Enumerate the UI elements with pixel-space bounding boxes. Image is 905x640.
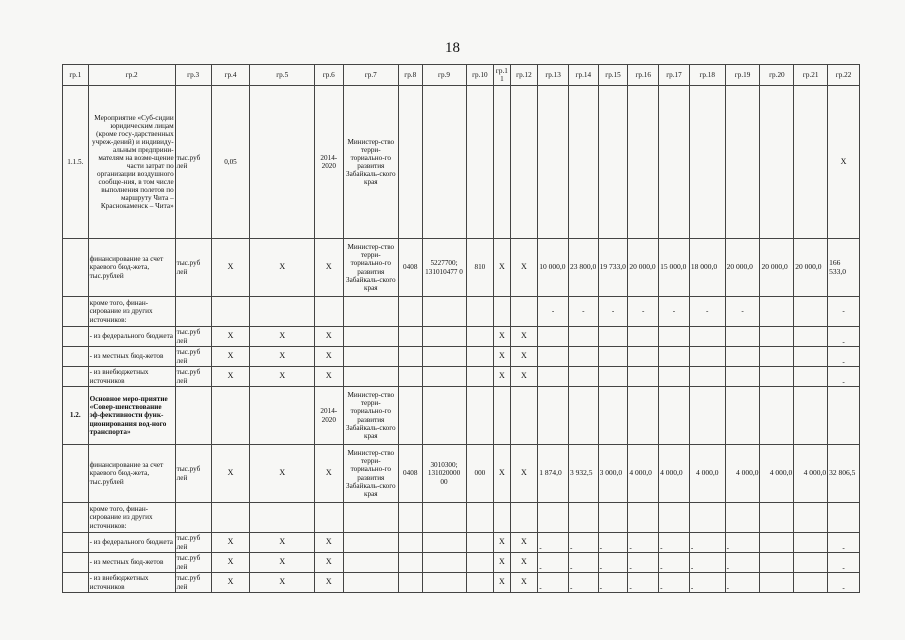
x-cell: X [314, 573, 343, 593]
measure-name: Мероприятие «Суб-сидии юридическим лицам (кроме госу-дарственных учреж-дений) и индивиду-альным предприни-мателям на возме-щение части затрат по организации воздушного сообще-ния, в том числе выполнения полетов по маршруту Чита – Краснокаменск – Чита» [88, 86, 175, 239]
code-cell: 000 [466, 445, 494, 503]
dash-cell: - [628, 533, 659, 553]
row-label: - из внебюджетных источников [88, 573, 175, 593]
header-row [63, 65, 860, 86]
amount-cell: 4 000,0 [760, 445, 794, 503]
dash-cell: - [828, 573, 860, 593]
amount-cell: 18 000,0 [689, 239, 725, 297]
header-cell: гр.16 [628, 65, 659, 86]
x-cell: X [314, 239, 343, 297]
header-cell: гр.1 1 [494, 65, 510, 86]
header-cell: гр.19 [725, 65, 760, 86]
amount-cell: 4 000,0 [659, 445, 690, 503]
dash-cell: - [628, 573, 659, 593]
x-cell: X [250, 445, 315, 503]
budget-table [62, 64, 860, 593]
amount-cell: 10 000,0 [538, 239, 569, 297]
table-row [63, 533, 860, 553]
code-cell: 0408 [398, 239, 422, 297]
amount-cell: 15 000,0 [659, 239, 690, 297]
x-cell: X [510, 573, 538, 593]
x-cell: X [494, 445, 510, 503]
x-cell: X [494, 239, 510, 297]
code-cell: 810 [466, 239, 494, 297]
dash-cell: - [659, 533, 690, 553]
row-label: - из местных бюд-жетов [88, 553, 175, 573]
dash-cell: - [828, 347, 860, 367]
header-cell: гр.10 [466, 65, 494, 86]
dash-cell: - [725, 573, 760, 593]
x-cell: X [510, 533, 538, 553]
x-cell: X [494, 573, 510, 593]
table-row [63, 367, 860, 387]
x-cell: X [250, 327, 315, 347]
amount-cell: 3 000,0 [598, 445, 628, 503]
header-cell: гр.18 [689, 65, 725, 86]
amount-cell: 20 000,0 [760, 239, 794, 297]
dash-cell: - [538, 553, 569, 573]
table-row [63, 387, 860, 445]
dash-cell: - [659, 553, 690, 573]
row-label: финансирование за счет краевого бюд-жета, тыс.рублей [88, 239, 175, 297]
x-cell: X [314, 347, 343, 367]
unit-cell: тыс.руб лей [175, 239, 211, 297]
unit-cell: тыс.руб лей [175, 86, 211, 239]
dash-cell: - [659, 297, 690, 327]
row-label: финансирование за счет краевого бюд-жета, тыс.рублей [88, 445, 175, 503]
dash-cell: - [598, 533, 628, 553]
ministry-cell: Министер-ство терри-ториально-го развития Забайкаль-ского края [343, 445, 398, 503]
x-cell: X [211, 367, 250, 387]
unit-cell: тыс.руб лей [175, 553, 211, 573]
x-cell: X [211, 573, 250, 593]
dash-cell: - [598, 297, 628, 327]
amount-cell: 20 000,0 [628, 239, 659, 297]
x-cell: X [494, 367, 510, 387]
dash-cell: - [568, 533, 598, 553]
dash-cell: - [568, 553, 598, 573]
header-cell: гр.9 [422, 65, 466, 86]
years-cell: 2014-2020 [314, 86, 343, 239]
unit-cell: тыс.руб лей [175, 327, 211, 347]
x-cell: X [314, 445, 343, 503]
dash-cell: - [828, 553, 860, 573]
header-cell: гр.22 [828, 65, 860, 86]
amount-cell: 32 806,5 [828, 445, 860, 503]
table-row [63, 86, 860, 239]
x-cell: X [211, 347, 250, 367]
x-cell: X [494, 553, 510, 573]
header-cell: гр.6 [314, 65, 343, 86]
header-cell: гр.20 [760, 65, 794, 86]
ministry-cell: Министер-ство терри-ториально-го развития Забайкаль-ского края [343, 387, 398, 445]
table-row [63, 327, 860, 347]
amount-cell: 4 000,0 [725, 445, 760, 503]
dash-cell: - [659, 573, 690, 593]
x-cell: X [211, 553, 250, 573]
x-cell: X [211, 239, 250, 297]
table-row [63, 297, 860, 327]
x-cell: X [250, 553, 315, 573]
header-cell: гр.12 [510, 65, 538, 86]
x-cell: X [828, 86, 860, 239]
header-cell: гр.17 [659, 65, 690, 86]
dash-cell: - [598, 553, 628, 573]
dash-cell: - [689, 297, 725, 327]
unit-cell: тыс.руб лей [175, 573, 211, 593]
header-cell: гр.4 [211, 65, 250, 86]
dash-cell: - [538, 573, 569, 593]
header-cell: гр.15 [598, 65, 628, 86]
ministry-cell: Министер-ство терри-ториально-го развития Забайкаль-ского края [343, 86, 398, 239]
header-cell: гр.1 [63, 65, 89, 86]
dash-cell: - [538, 533, 569, 553]
row-label: кроме того, финан-сирование из других источников: [88, 503, 175, 533]
x-cell: X [250, 347, 315, 367]
amount-cell: 19 733,0 [598, 239, 628, 297]
amount-cell: 20 000,0 [794, 239, 828, 297]
amount-cell: 4 000,0 [794, 445, 828, 503]
x-cell: X [510, 239, 538, 297]
header-cell: гр.5 [250, 65, 315, 86]
dash-cell: - [828, 367, 860, 387]
amount-cell: 23 800,0 [568, 239, 598, 297]
x-cell: X [211, 533, 250, 553]
header-cell: гр.3 [175, 65, 211, 86]
ministry-cell: Министер-ство терри-ториально-го развития Забайкаль-ского края [343, 239, 398, 297]
dash-cell: - [689, 553, 725, 573]
table-row [63, 445, 860, 503]
header-cell: гр.14 [568, 65, 598, 86]
x-cell: X [250, 367, 315, 387]
header-cell: гр.13 [538, 65, 569, 86]
code-cell: 3010300; 131020000 00 [422, 445, 466, 503]
row-label: - из федерального бюджета [88, 533, 175, 553]
row-number: 1.2. [63, 387, 89, 445]
amount-cell: 3 932,5 [568, 445, 598, 503]
header-cell: гр.2 [88, 65, 175, 86]
dash-cell: - [628, 553, 659, 573]
x-cell: X [494, 327, 510, 347]
measure-name: Основное меро-приятие «Совер-шенствование эф-фективности функ-ционирования вод-ного транспорта» [88, 387, 175, 445]
code-cell: 5227700; 131010477 0 [422, 239, 466, 297]
amount-cell: 4 000,0 [689, 445, 725, 503]
dash-cell: - [628, 297, 659, 327]
header-cell: гр.8 [398, 65, 422, 86]
unit-cell: тыс.руб лей [175, 445, 211, 503]
x-cell: X [314, 367, 343, 387]
x-cell: X [510, 327, 538, 347]
dash-cell: - [689, 573, 725, 593]
row-number: 1.1.5. [63, 86, 89, 239]
dash-cell: - [568, 573, 598, 593]
dash-cell: - [725, 297, 760, 327]
table-row [63, 573, 860, 593]
amount-cell: 20 000,0 [725, 239, 760, 297]
dash-cell: - [828, 327, 860, 347]
x-cell: X [314, 327, 343, 347]
table-row [63, 553, 860, 573]
row-label: - из местных бюд-жетов [88, 347, 175, 367]
dash-cell: - [598, 573, 628, 593]
table-row [63, 239, 860, 297]
page-number: 18 [445, 40, 460, 56]
x-cell: X [494, 533, 510, 553]
code-cell: 0408 [398, 445, 422, 503]
x-cell: X [250, 239, 315, 297]
dash-cell: - [538, 297, 569, 327]
dash-cell: - [689, 533, 725, 553]
table-row [63, 503, 860, 533]
x-cell: X [494, 347, 510, 367]
x-cell: X [211, 327, 250, 347]
x-cell: X [510, 553, 538, 573]
amount-cell: 166 533,0 [828, 239, 860, 297]
dash-cell: - [725, 553, 760, 573]
unit-cell: тыс.руб лей [175, 533, 211, 553]
dash-cell: - [568, 297, 598, 327]
amount-cell: 1 874,0 [538, 445, 569, 503]
unit-cell: тыс.руб лей [175, 347, 211, 367]
x-cell: X [510, 367, 538, 387]
dash-cell: - [828, 297, 860, 327]
row-label: - из внебюджетных источников [88, 367, 175, 387]
x-cell: X [510, 445, 538, 503]
x-cell: X [314, 533, 343, 553]
dash-cell: - [828, 533, 860, 553]
x-cell: X [250, 533, 315, 553]
header-cell: гр.21 [794, 65, 828, 86]
row-label: - из федерального бюджета [88, 327, 175, 347]
amount-cell: 4 000,0 [628, 445, 659, 503]
x-cell: X [510, 347, 538, 367]
row-label: кроме того, финан-сирование из других источников: [88, 297, 175, 327]
table-row [63, 347, 860, 367]
x-cell: X [211, 445, 250, 503]
header-cell: гр.7 [343, 65, 398, 86]
value-cell: 0,05 [211, 86, 250, 239]
x-cell: X [250, 573, 315, 593]
dash-cell: - [725, 533, 760, 553]
x-cell: X [314, 553, 343, 573]
unit-cell: тыс.руб лей [175, 367, 211, 387]
years-cell: 2014-2020 [314, 387, 343, 445]
